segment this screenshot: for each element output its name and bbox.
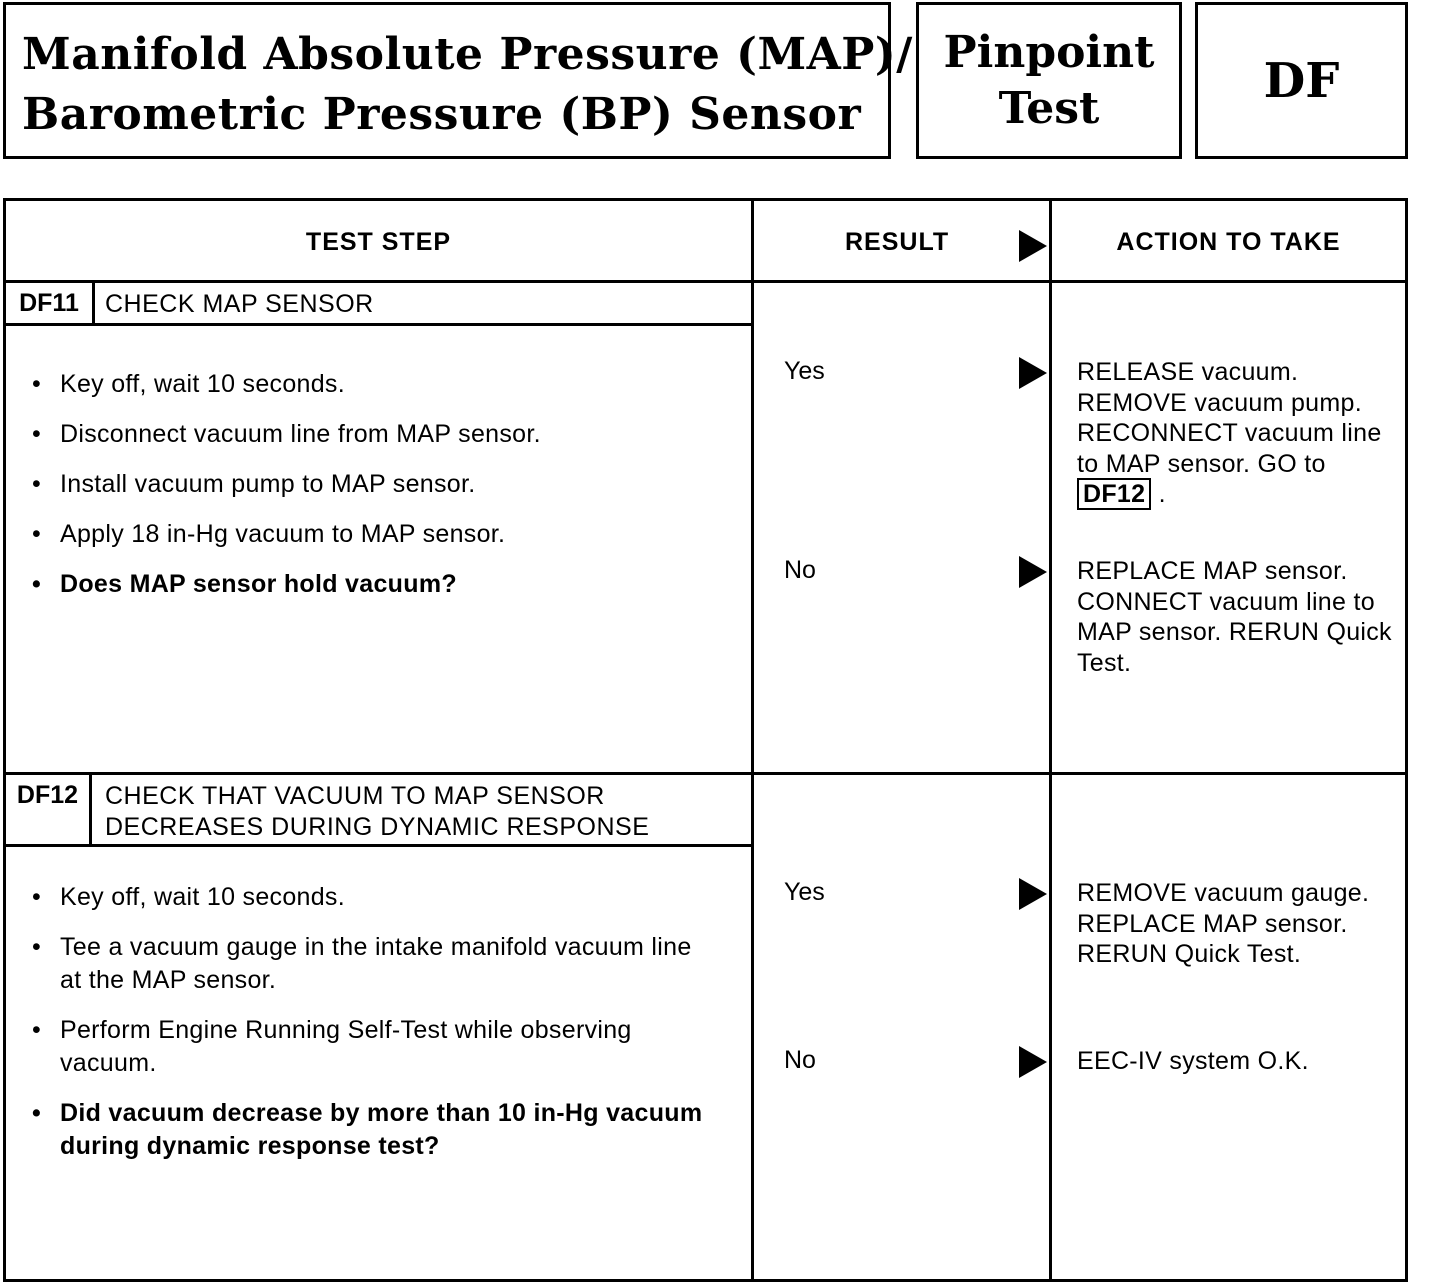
step-title-line-1: CHECK THAT VACUUM TO MAP SENSOR: [105, 782, 605, 810]
step-header-divider: [6, 323, 751, 326]
arrow-icon: [1019, 878, 1047, 910]
page-title: [22, 25, 913, 145]
step-title: [105, 781, 649, 843]
instruction-item: • Perform Engine Running Self-Test while observing vacuum.: [30, 1014, 720, 1080]
action-text: RELEASE vacuum. REMOVE vacuum pump. RECONNECT vacuum line to MAP sensor. GO to: [1077, 358, 1382, 478]
instruction-item: • Apply 18 in-Hg vacuum to MAP sensor.: [30, 509, 541, 559]
pinpoint-line-1: Pinpoint: [943, 26, 1155, 78]
action-no-df11: REPLACE MAP sensor. CONNECT vacuum line to MAP sensor. RERUN Quick Test.: [1077, 557, 1392, 677]
action-no-df12: EEC-IV system O.K.: [1077, 1047, 1309, 1075]
step-question: • Does MAP sensor hold vacuum?: [30, 559, 541, 609]
arrow-icon: [1019, 556, 1047, 588]
action-yes-df12: REMOVE vacuum gauge. REPLACE MAP sensor. RERUN Quick Test.: [1077, 879, 1370, 968]
step-instructions-df11: [30, 359, 541, 609]
step-id: DF11: [19, 289, 79, 317]
instruction-item: • Key off, wait 10 seconds.: [30, 881, 720, 914]
step-header-df12: [6, 775, 751, 844]
test-code-box: [1195, 2, 1408, 159]
instruction-item: • Key off, wait 10 seconds.: [30, 359, 541, 409]
pinpoint-test-label: [944, 25, 1155, 137]
instruction-item: • Install vacuum pump to MAP sensor.: [30, 459, 541, 509]
title-line-1: Manifold Absolute Pressure (MAP)/: [22, 29, 913, 80]
arrow-icon: [1019, 230, 1047, 262]
step-title-line-2: DECREASES DURING DYNAMIC RESPONSE: [105, 813, 650, 841]
instruction-item: • Tee a vacuum gauge in the intake manifold vacuum line at the MAP sensor.: [30, 931, 720, 997]
result-no: No: [784, 556, 816, 584]
instruction-item: • Disconnect vacuum line from MAP sensor.: [30, 409, 541, 459]
result-no: No: [784, 1046, 816, 1074]
result-yes: Yes: [784, 357, 825, 385]
step-id: DF12: [16, 781, 79, 809]
step-reference-link[interactable]: DF12: [1077, 478, 1151, 510]
step-question: • Did vacuum decrease by more than 10 in-Hg vacuum during dynamic response test?: [30, 1097, 720, 1163]
column-divider: [751, 201, 754, 1279]
column-header-result: RESULT: [845, 227, 950, 256]
title-line-2: Barometric Pressure (BP) Sensor: [22, 89, 862, 140]
title-box: [3, 2, 913, 159]
result-yes: Yes: [784, 878, 825, 906]
column-divider: [1049, 201, 1052, 1279]
pinpoint-line-2: Test: [998, 82, 1100, 134]
column-header-action: ACTION TO TAKE: [1116, 227, 1341, 256]
step-id-divider: [92, 283, 95, 323]
step-title: CHECK MAP SENSOR: [105, 290, 374, 318]
step-header-df11: [6, 283, 751, 323]
arrow-icon: [1019, 1046, 1047, 1078]
arrow-icon: [1019, 357, 1047, 389]
pinpoint-test-table: [3, 198, 1408, 1282]
action-yes-df11: [1077, 357, 1397, 510]
action-text-end: .: [1158, 480, 1166, 508]
step-id-divider: [89, 775, 92, 844]
pinpoint-test-box: [916, 2, 1182, 159]
column-header-test-step: TEST STEP: [305, 227, 452, 256]
test-code: DF: [1263, 52, 1340, 109]
step-header-divider: [6, 844, 751, 847]
step-instructions-df12: [30, 881, 720, 1163]
